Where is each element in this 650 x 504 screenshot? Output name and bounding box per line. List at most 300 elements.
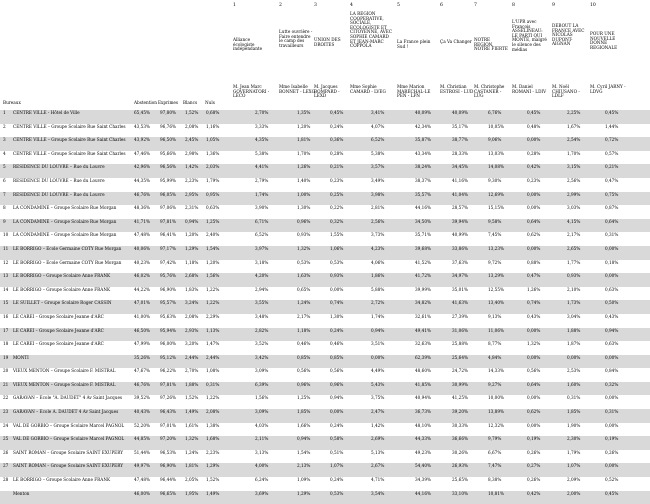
value-cell: 0,72% — [605, 137, 619, 143]
value-cell: 1,88% — [567, 327, 581, 333]
list-number: 8 — [512, 3, 515, 8]
value-cell: 34,39% — [415, 477, 431, 483]
value-cell: 2,11% — [255, 436, 269, 442]
value-cell: 34,45% — [452, 164, 468, 170]
value-cell: 1,32% — [527, 341, 541, 347]
value-cell: 33,86% — [452, 245, 468, 251]
value-cell: 13,29% — [488, 273, 504, 279]
value-cell: 97,06% — [160, 205, 176, 211]
value-cell: 35,01% — [452, 286, 468, 292]
value-cell: 96,53% — [160, 449, 176, 455]
value-cell: 3,75% — [371, 395, 385, 401]
list-head-candidate: Mme Isabelle BONNET - LEXG — [279, 84, 316, 94]
value-cell: 46,02% — [134, 273, 150, 279]
value-cell: 37,63% — [452, 259, 468, 265]
value-cell: 1,42% — [371, 422, 385, 428]
value-cell: 2,29% — [206, 313, 220, 319]
value-cell: 0,94% — [371, 327, 385, 333]
value-cell: 40,43% — [134, 409, 150, 415]
value-cell: 34,97% — [452, 273, 468, 279]
value-cell: 0,53% — [330, 490, 344, 496]
value-cell: 0,48% — [527, 123, 541, 129]
value-cell: 1,86% — [371, 273, 385, 279]
value-cell: 0,21% — [605, 164, 619, 170]
list-name: L'UPR avec François ASSELINEAU: LE PARTI QUI MONTE, malgré le silence des médias — [512, 19, 547, 52]
bureau-name: VIEUX MENTON – Groupe Scolaire F. MISTRAL — [13, 368, 116, 374]
bureau-name: GARAVAN – Ecole "A. DAUDET" 4 Av Saint Jacques — [13, 395, 123, 401]
value-cell: 0,32% — [605, 381, 619, 387]
table-row — [0, 423, 650, 437]
table-row — [0, 436, 650, 450]
list-name: Ça Va Changer — [440, 39, 472, 44]
value-cell: 2,72% — [371, 300, 385, 306]
list-name: Alliance écologiste indépendante — [233, 37, 263, 52]
row-number: 13 — [3, 273, 9, 279]
value-cell: 30,33% — [452, 422, 468, 428]
value-cell: 46,76% — [134, 191, 150, 197]
value-cell: 95,66% — [160, 150, 176, 156]
value-cell: 1,52% — [185, 395, 199, 401]
value-cell: 2,81% — [371, 205, 385, 211]
value-cell: 0,42% — [527, 490, 541, 496]
value-cell: 1,49% — [206, 490, 220, 496]
bureau-name: LE BORRIGO – Groupe Scolaire Anne FRANK — [13, 273, 111, 279]
value-cell: 3,09% — [255, 409, 269, 415]
row-number: 14 — [3, 286, 9, 292]
value-cell: 4,49% — [371, 368, 385, 374]
list-name: DEBOUT LA FRANCE AVEC NICOLAS DUPONT-AIGNAN — [552, 23, 585, 47]
value-cell: 1,20% — [185, 232, 199, 238]
value-cell: 51,44% — [134, 449, 150, 455]
value-cell: 1,79% — [206, 177, 220, 183]
value-cell: 2,09% — [567, 477, 581, 483]
value-cell: 3,57% — [371, 164, 385, 170]
value-cell: 95,76% — [160, 273, 176, 279]
value-cell: 48,36% — [134, 205, 150, 211]
value-cell: 62,39% — [415, 354, 431, 360]
value-cell: 0,24% — [330, 123, 344, 129]
value-cell: 8,77% — [488, 341, 502, 347]
value-cell: 1,08% — [206, 368, 220, 374]
value-cell: 1,88% — [185, 381, 199, 387]
value-cell: 2,05% — [185, 477, 199, 483]
table-row — [0, 124, 650, 138]
value-cell: 47,46% — [134, 150, 150, 156]
value-cell: 0,93% — [567, 273, 581, 279]
list-head-candidate: M. Noël CHIUSANO - LDLF — [552, 84, 580, 99]
value-cell: 2,10% — [567, 286, 581, 292]
value-cell: 5,38% — [255, 150, 269, 156]
value-cell: 4,07% — [371, 123, 385, 129]
value-cell: 28,57% — [452, 205, 468, 211]
value-cell: 0,27% — [527, 463, 541, 469]
value-cell: 2,00% — [567, 490, 581, 496]
list-number: 10 — [590, 3, 596, 8]
value-cell: 41,16% — [452, 177, 468, 183]
value-cell: 4,41% — [255, 164, 269, 170]
value-cell: 96,56% — [160, 164, 176, 170]
value-cell: 0,93% — [330, 273, 344, 279]
value-cell: 97,20% — [160, 436, 176, 442]
value-cell: 0,22% — [330, 205, 344, 211]
value-cell: 0,00% — [605, 273, 619, 279]
value-cell: 0,56% — [297, 368, 311, 374]
value-cell: 13,03% — [488, 150, 504, 156]
value-cell: 0,96% — [297, 218, 311, 224]
value-cell: 3,41% — [371, 110, 385, 115]
value-cell: 0,96% — [297, 381, 311, 387]
list-number: 6 — [440, 3, 443, 8]
value-cell: 0,87% — [605, 205, 619, 211]
table-row — [0, 463, 650, 477]
value-cell: 44,85% — [134, 436, 150, 442]
value-cell: 1,61% — [185, 422, 199, 428]
list-number: 3 — [314, 3, 317, 8]
row-number: 9 — [3, 218, 6, 224]
row-number: 23 — [3, 409, 9, 415]
value-cell: 41,25% — [452, 395, 468, 401]
value-cell: 2,95% — [185, 191, 199, 197]
value-cell: 2,45% — [185, 137, 199, 143]
bureau-name: LE BORRIGO – Groupe Scolaire Anne FRANK — [13, 477, 111, 483]
table-row — [0, 232, 650, 246]
row-number: 15 — [3, 300, 9, 306]
value-cell: 97,17% — [160, 245, 176, 251]
value-cell: 0,00% — [527, 395, 541, 401]
value-cell: 9,30% — [488, 177, 502, 183]
value-cell: 3,04% — [567, 313, 581, 319]
value-cell: 0,45% — [605, 490, 619, 496]
table-row — [0, 205, 650, 219]
value-cell: 1,54% — [297, 449, 311, 455]
value-cell: 1,18% — [297, 327, 311, 333]
value-cell: 1,44% — [605, 123, 619, 129]
row-number: 10 — [3, 232, 9, 238]
value-cell: 9,13% — [488, 313, 502, 319]
table-row — [0, 178, 650, 192]
value-cell: 0,45% — [605, 110, 619, 115]
value-cell: 0,74% — [330, 300, 344, 306]
value-cell: 3,20% — [185, 341, 199, 347]
value-cell: 0,42% — [527, 164, 541, 170]
value-cell: 1,30% — [297, 205, 311, 211]
table-row — [0, 314, 650, 328]
row-number: 24 — [3, 422, 9, 428]
value-cell: 14,33% — [488, 368, 504, 374]
value-cell: 30,26% — [452, 449, 468, 455]
value-cell: 1,20% — [206, 259, 220, 265]
value-cell: 95,63% — [160, 313, 176, 319]
value-cell: 41,63% — [452, 300, 468, 306]
value-cell: 95,12% — [160, 354, 176, 360]
value-cell: 0,26% — [527, 477, 541, 483]
row-number: 19 — [3, 354, 9, 360]
value-cell: 6,76% — [488, 110, 502, 115]
value-cell: 3,18% — [255, 259, 269, 265]
bureau-name: CENTRE VILLE – Groupe Scolaire Rue Saint Charles — [13, 123, 126, 129]
list-head-candidate: Mme Marion MARÉCHAL-LE PEN - LFN — [397, 84, 431, 99]
value-cell: 12,69% — [488, 191, 504, 197]
value-cell: 0,96% — [330, 381, 344, 387]
value-cell: 44,16% — [415, 490, 431, 496]
value-cell: 1,09% — [297, 477, 311, 483]
value-cell: 3,55% — [255, 300, 269, 306]
value-cell: 3,48% — [255, 313, 269, 319]
bureau-name: SAINT ROMAN – Groupe Scolaire SAINT EXUPERY — [13, 449, 123, 455]
list-name: Lutte ouvrière - Faire entendre le camp des travailleurs — [279, 29, 313, 48]
value-cell: 9,06% — [488, 137, 502, 143]
value-cell: 1,90% — [567, 422, 581, 428]
value-cell: 96,90% — [160, 286, 176, 292]
value-cell: 0,46% — [297, 341, 311, 347]
value-cell: 1,81% — [185, 463, 199, 469]
value-cell: 4,35% — [255, 137, 269, 143]
value-cell: 34,82% — [415, 300, 431, 306]
value-cell: 2,44% — [206, 354, 220, 360]
value-cell: 42,34% — [415, 123, 431, 129]
value-cell: 3,09% — [255, 368, 269, 374]
value-cell: 6,24% — [255, 477, 269, 483]
col-abstention: Abstention — [134, 100, 157, 105]
value-cell: 1,30% — [330, 313, 344, 319]
value-cell: 0,45% — [527, 110, 541, 115]
bureau-name: CENTRE VILLE – Groupe Scolaire Rue Saint Charles — [13, 137, 126, 143]
value-cell: 0,64% — [527, 381, 541, 387]
value-cell: 47,67% — [134, 368, 150, 374]
value-cell: 0,00% — [330, 286, 344, 292]
row-number: 8 — [3, 205, 6, 211]
value-cell: 65,45% — [134, 110, 150, 115]
value-cell: 3,90% — [255, 205, 269, 211]
value-cell: 4,15% — [567, 218, 581, 224]
value-cell: 41,71% — [134, 218, 150, 224]
value-cell: 3,13% — [255, 449, 269, 455]
list-number: 5 — [397, 3, 400, 8]
value-cell: 1,95% — [185, 490, 199, 496]
list-number: 4 — [350, 3, 353, 8]
value-cell: 0,64% — [527, 218, 541, 224]
value-cell: 1,05% — [206, 137, 220, 143]
value-cell: 4,00% — [255, 463, 269, 469]
value-cell: 0,28% — [330, 150, 344, 156]
value-cell: 97,81% — [160, 381, 176, 387]
value-cell: 4,71% — [371, 477, 385, 483]
value-cell: 7,47% — [488, 463, 502, 469]
value-cell: 0,53% — [297, 259, 311, 265]
value-cell: 6,67% — [488, 449, 502, 455]
value-cell: 40,09% — [415, 110, 431, 115]
value-cell: 95,94% — [160, 327, 176, 333]
value-cell: 1,74% — [255, 191, 269, 197]
value-cell: 1,85% — [297, 409, 311, 415]
value-cell: 97,01% — [160, 422, 176, 428]
value-cell: 0,00% — [527, 205, 541, 211]
list-head-candidate: M. Jean Marc GOVERNATORI - LECO — [233, 84, 270, 99]
row-number: 12 — [3, 259, 9, 265]
value-cell: 2,17% — [297, 313, 311, 319]
bureau-name: RESIDENCE DU LOUVRE – Rue du Louvre — [13, 177, 105, 183]
value-cell: 49,41% — [415, 327, 431, 333]
value-cell: 0,63% — [605, 286, 619, 292]
value-cell: 0,74% — [527, 300, 541, 306]
col-nuls: Nuls — [205, 100, 215, 105]
row-number: 6 — [3, 177, 6, 183]
value-cell: 0,75% — [605, 191, 619, 197]
value-cell: 39,99% — [415, 286, 431, 292]
value-cell: 0,50% — [605, 300, 619, 306]
row-number: 27 — [3, 463, 9, 469]
value-cell: 0,00% — [605, 463, 619, 469]
value-cell: 6,52% — [371, 137, 385, 143]
value-cell: 0,57% — [605, 150, 619, 156]
value-cell: 1,56% — [206, 273, 220, 279]
value-cell: 0,36% — [330, 137, 344, 143]
value-cell: 10,81% — [488, 490, 504, 496]
value-cell: 1,29% — [185, 245, 199, 251]
value-cell: 1,22% — [206, 300, 220, 306]
value-cell: 2,53% — [567, 368, 581, 374]
bureau-name: LA CONDAMINE – Groupe Scolaire Rue Morgan — [13, 205, 117, 211]
value-cell: 3,49% — [371, 177, 385, 183]
value-cell: 44,16% — [415, 205, 431, 211]
value-cell: 0,00% — [527, 137, 541, 143]
value-cell: 4,23% — [371, 245, 385, 251]
value-cell: 5,88% — [371, 286, 385, 292]
table-row — [0, 395, 650, 409]
value-cell: 1,63% — [297, 273, 311, 279]
value-cell: 3,51% — [371, 341, 385, 347]
value-cell: 35,87% — [415, 137, 431, 143]
value-cell: 2,70% — [185, 368, 199, 374]
list-head-candidate: Mme Sophie CAMARD - LVEG — [350, 84, 386, 94]
value-cell: 3,98% — [371, 191, 385, 197]
value-cell: 96,41% — [160, 232, 176, 238]
value-cell: 2,03% — [206, 164, 220, 170]
value-cell: 0,00% — [605, 395, 619, 401]
value-cell: 12,55% — [488, 286, 504, 292]
value-cell: 47,48% — [134, 477, 150, 483]
value-cell: 47,99% — [134, 341, 150, 347]
value-cell: 1,26% — [297, 164, 311, 170]
value-cell: 1,25% — [206, 218, 220, 224]
value-cell: 2,08% — [206, 409, 220, 415]
value-cell: 96,00% — [160, 341, 176, 347]
value-cell: 5,38% — [371, 150, 385, 156]
list-number: 7 — [474, 3, 477, 8]
value-cell: 4,84% — [488, 354, 502, 360]
value-cell: 44,33% — [415, 436, 431, 442]
value-cell: 3,97% — [255, 245, 269, 251]
value-cell: 40,99% — [452, 232, 468, 238]
value-cell: 0,00% — [527, 354, 541, 360]
value-cell: 2,13% — [297, 463, 311, 469]
value-cell: 2,23% — [185, 177, 199, 183]
row-number: 7 — [3, 191, 6, 197]
value-cell: 1,47% — [206, 341, 220, 347]
value-cell: 31,06% — [452, 327, 468, 333]
value-cell: 0,56% — [330, 368, 344, 374]
value-cell: 3,15% — [567, 164, 581, 170]
list-name: UNION DES DROITES — [314, 37, 341, 47]
value-cell: 0,00% — [371, 354, 385, 360]
list-name: POUR UNE NOUVELLE DONNE REGIONALE — [590, 31, 618, 50]
value-cell: 1,29% — [297, 490, 311, 496]
value-cell: 0,21% — [330, 164, 344, 170]
value-cell: 1,24% — [185, 449, 199, 455]
value-cell: 1,22% — [206, 286, 220, 292]
value-cell: 43,53% — [134, 123, 150, 129]
value-cell: 14,08% — [488, 164, 504, 170]
value-cell: 1,68% — [206, 436, 220, 442]
value-cell: 40,23% — [134, 259, 150, 265]
value-cell: 0,18% — [605, 259, 619, 265]
value-cell: 1,16% — [206, 123, 220, 129]
value-cell: 42,96% — [134, 164, 150, 170]
value-cell: 0,32% — [330, 218, 344, 224]
value-cell: 0,94% — [297, 436, 311, 442]
value-cell: 1,79% — [567, 449, 581, 455]
value-cell: 2,23% — [206, 449, 220, 455]
value-cell: 0,62% — [527, 232, 541, 238]
table-row — [0, 137, 650, 151]
value-cell: 97,42% — [160, 259, 176, 265]
value-cell: 2,08% — [185, 313, 199, 319]
value-cell: 2,69% — [371, 436, 385, 442]
list-head-candidate: M. Jacques BOMPARD - LEXD — [314, 84, 340, 99]
value-cell: 41,52% — [415, 259, 431, 265]
value-cell: 26,93% — [452, 463, 468, 469]
value-cell: 1,55% — [330, 232, 344, 238]
row-number: 16 — [3, 313, 9, 319]
value-cell: 1,67% — [567, 123, 581, 129]
value-cell: 34,50% — [415, 218, 431, 224]
value-cell: 0,46% — [330, 341, 344, 347]
value-cell: 96,65% — [160, 490, 176, 496]
value-cell: 2,08% — [185, 123, 199, 129]
value-cell: 5,43% — [371, 381, 385, 387]
value-cell: 0,56% — [527, 368, 541, 374]
table-row — [0, 273, 650, 287]
bureau-name: RESIDENCE DU LOUVRE – Rue du Louvre — [13, 164, 105, 170]
value-cell: 6,39% — [255, 381, 269, 387]
value-cell: 2,40% — [206, 232, 220, 238]
value-cell: 1,81% — [297, 137, 311, 143]
bureau-name: LE CAREI – Groupe Scolaire Jeanne d'ARC — [13, 327, 104, 333]
bureau-name: GARAVAN – Ecole A. DAUDET 4 Av Saint Jacques — [13, 409, 119, 415]
value-cell: 0,00% — [567, 354, 581, 360]
value-cell: 1,56% — [255, 395, 269, 401]
value-cell: 7,45% — [488, 232, 502, 238]
value-cell: 1,66% — [297, 422, 311, 428]
table-row — [0, 382, 650, 396]
table-row — [0, 151, 650, 165]
row-number: 4 — [3, 150, 6, 156]
value-cell: 0,00% — [527, 191, 541, 197]
value-cell: 41,85% — [415, 381, 431, 387]
row-number: 11 — [3, 245, 9, 251]
row-number: 5 — [3, 164, 6, 170]
row-number: 3 — [3, 137, 6, 143]
value-cell: 0,95% — [206, 191, 220, 197]
row-number: 20 — [3, 368, 9, 374]
value-cell: 0,31% — [206, 381, 220, 387]
value-cell: 1,77% — [567, 259, 581, 265]
value-cell: 95,99% — [160, 177, 176, 183]
value-cell: 9,58% — [488, 218, 502, 224]
value-cell: 46,76% — [134, 381, 150, 387]
value-cell: 1,26% — [527, 286, 541, 292]
value-cell: 1,52% — [185, 110, 199, 115]
